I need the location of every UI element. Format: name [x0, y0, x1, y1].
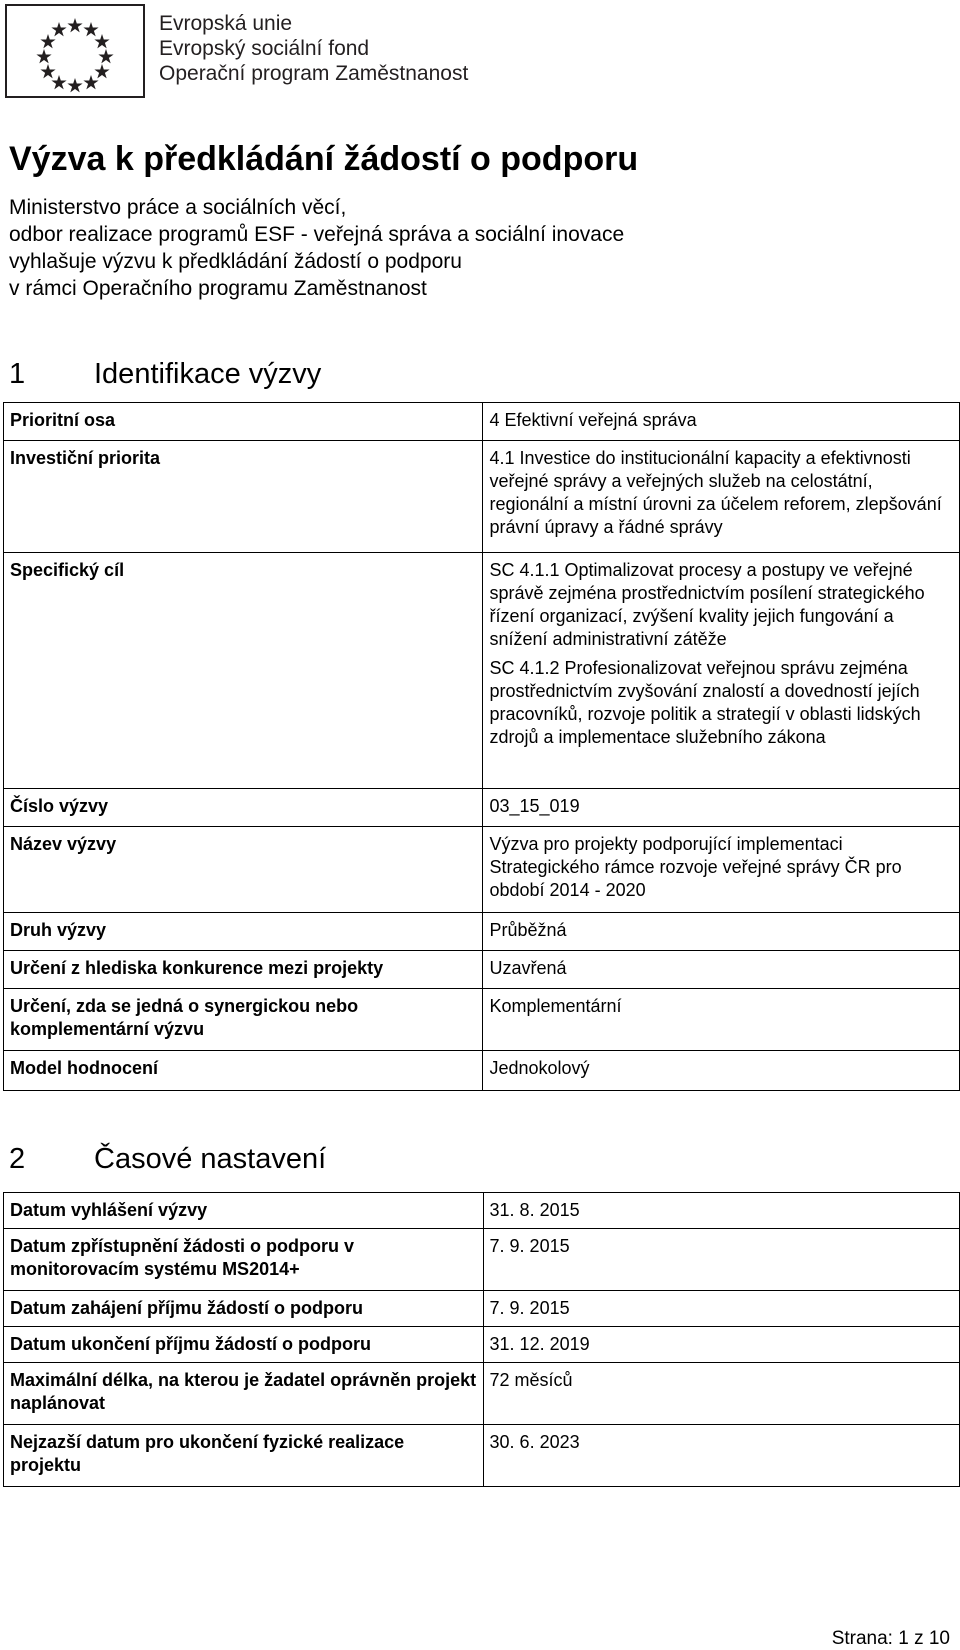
logo-line-3: Operační program Zaměstnanost: [159, 62, 469, 85]
table-row: [4, 1291, 960, 1327]
row-label: Druh výzvy: [4, 913, 483, 951]
row-value: 4 Efektivní veřejná správa: [483, 403, 960, 441]
intro-line-1: Ministerstvo práce a sociálních věcí,: [9, 196, 347, 219]
row-value: Jednokolový: [483, 1051, 960, 1091]
row-value: Průběžná: [483, 913, 960, 951]
row-label: Určení, zda se jedná o synergickou nebo komplementární výzvu: [4, 989, 483, 1051]
row-label: Datum ukončení příjmu žádostí o podporu: [4, 1327, 484, 1363]
table-row: [4, 1229, 960, 1291]
section-2-title: Časové nastavení: [94, 1143, 327, 1175]
section-1-title: Identifikace výzvy: [94, 358, 322, 390]
table-row: [4, 1051, 960, 1091]
table-row: [4, 989, 960, 1051]
table-row: [4, 1193, 960, 1229]
row-label: Maximální délka, na kterou je žadatel oprávněn projekt naplánovat: [4, 1363, 484, 1425]
row-value: Výzva pro projekty podporující implementaci Strategického rámce rozvoje veřejné správy ČR pro období 2014 - 2020: [483, 827, 960, 913]
row-label: Model hodnocení: [4, 1051, 483, 1091]
identification-table: [3, 402, 960, 1091]
section-2-heading: [9, 1141, 326, 1177]
row-value: 7. 9. 2015: [483, 1229, 959, 1291]
page-number: Strana: 1 z 10: [831, 1628, 950, 1649]
row-label: Specifický cíl: [4, 553, 483, 789]
logo-text: [159, 11, 468, 86]
intro-line-2: odbor realizace programů ESF - veřejná správa a sociální inovace: [9, 223, 625, 246]
table-row: [4, 403, 960, 441]
section-1-number: 1: [9, 358, 26, 390]
table-row: [4, 827, 960, 913]
eu-flag-logo: [5, 4, 145, 98]
logo-line-1: Evropská unie: [159, 12, 293, 35]
row-label: Prioritní osa: [4, 403, 483, 441]
row-value: 03_15_019: [483, 789, 960, 827]
row-label: Datum zahájení příjmu žádostí o podporu: [4, 1291, 484, 1327]
row-label: Název výzvy: [4, 827, 483, 913]
eu-stars-icon: [7, 6, 143, 96]
page-title: Výzva k předkládání žádostí o podporu: [9, 140, 639, 178]
row-label: Nejzazší datum pro ukončení fyzické realizace projektu: [4, 1425, 484, 1487]
row-value: 7. 9. 2015: [483, 1291, 959, 1327]
row-label: Datum zpřístupnění žádosti o podporu v monitorovacím systému MS2014+: [4, 1229, 484, 1291]
row-label: Datum vyhlášení výzvy: [4, 1193, 484, 1229]
timing-table: [3, 1192, 960, 1487]
row-value: 4.1 Investice do institucionální kapacity a efektivnosti veřejné správy a veřejných služeb na celostátní, regionální a místní úrovni za účelem reforem, zlepšování právní úpravy a řádné správy: [483, 441, 960, 553]
table-row: [4, 789, 960, 827]
row-value: Komplementární: [483, 989, 960, 1051]
row-label: Číslo výzvy: [4, 789, 483, 827]
intro-line-3: vyhlašuje výzvu k předkládání žádostí o podporu: [9, 250, 462, 273]
row-value: 72 měsíců: [483, 1363, 959, 1425]
table-row: [4, 913, 960, 951]
row-value: [483, 553, 960, 789]
row-label: Určení z hlediska konkurence mezi projekty: [4, 951, 483, 989]
table-row: [4, 1425, 960, 1487]
intro-line-4: v rámci Operačního programu Zaměstnanost: [9, 277, 427, 300]
table-row: [4, 1327, 960, 1363]
intro-text: [9, 194, 624, 302]
specific-goal-1: SC 4.1.1 Optimalizovat procesy a postupy ve veřejné správě zejména prostřednictvím posílení strategického řízení organizací, zvýšení kvality jejich fungování a snížení administrativní zátěže: [489, 560, 925, 649]
table-row: [4, 441, 960, 553]
logo-line-2: Evropský sociální fond: [159, 37, 370, 60]
table-row: [4, 1363, 960, 1425]
row-label: Investiční priorita: [4, 441, 483, 553]
row-value: 30. 6. 2023: [483, 1425, 959, 1487]
section-2-number: 2: [9, 1143, 26, 1175]
table-row: [4, 553, 960, 789]
row-value: Uzavřená: [483, 951, 960, 989]
specific-goal-2: SC 4.1.2 Profesionalizovat veřejnou správu zejména prostřednictvím zvyšování znalostí a dovedností jejích pracovníků, rozvoje politik a strategií v oblasti lidských zdrojů a implementace služebního zákona: [489, 658, 921, 747]
section-1-heading: [9, 356, 321, 392]
row-value: 31. 8. 2015: [483, 1193, 959, 1229]
row-value: 31. 12. 2019: [483, 1327, 959, 1363]
table-row: [4, 951, 960, 989]
